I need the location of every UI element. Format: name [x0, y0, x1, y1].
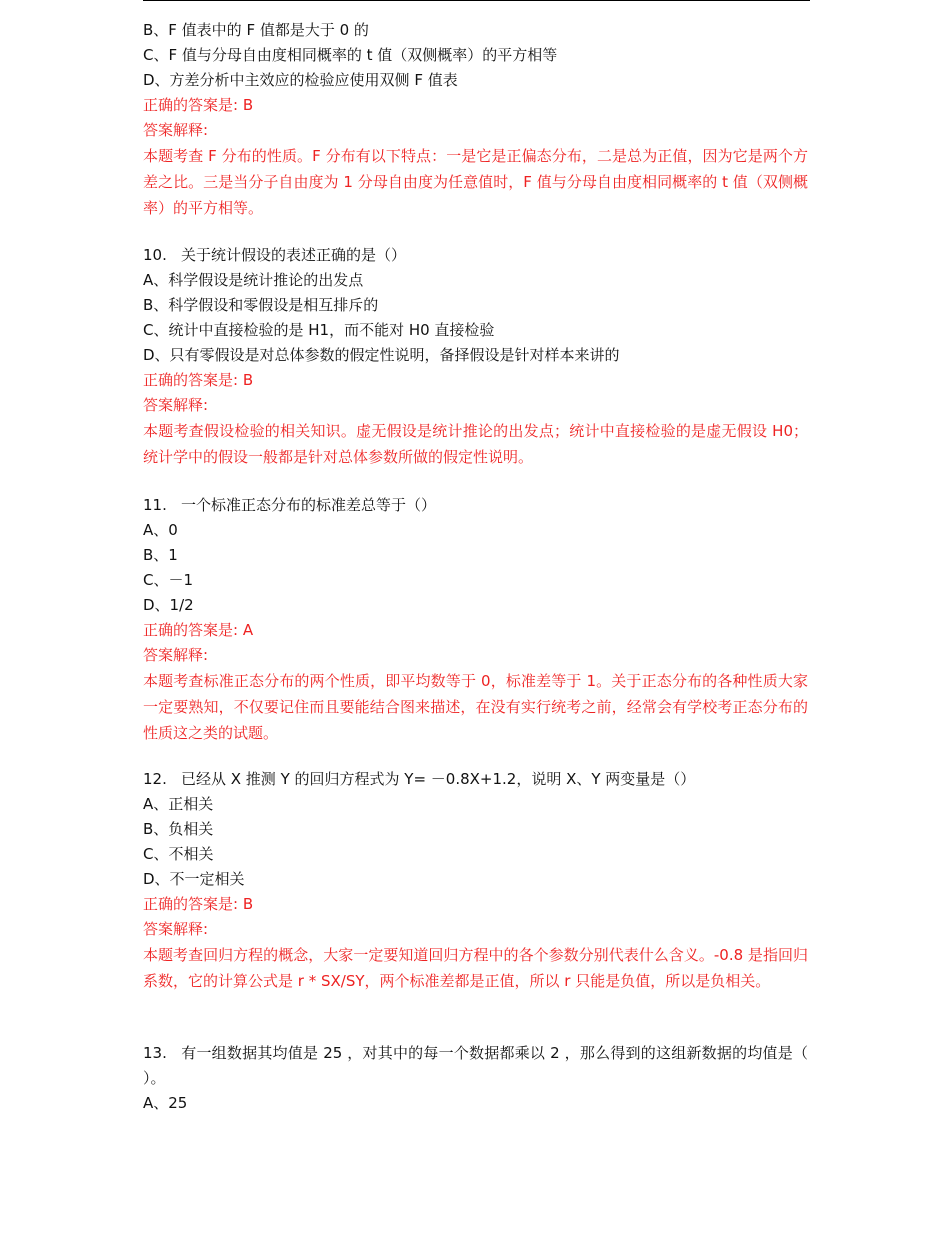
q9-explanation: 本题考查 F 分布的性质。F 分布有以下特点：一是它是正偏态分布，二是总为正值，因为它是两个方差之比。三是当分子自由度为 1 分母自由度为任意值时，F 值与分母自由度相同概率的 t 值（双侧概率）的平方相等。: [143, 147, 808, 217]
q11-option-b: B、1: [143, 546, 178, 564]
q11-answer: 正确的答案是: A: [143, 621, 254, 639]
question-13: [143, 1041, 808, 1116]
q11-option-c: C、－1: [143, 571, 194, 589]
q10-answer: 正确的答案是: B: [143, 371, 254, 389]
q9-option-d: D、方差分析中主效应的检验应使用双侧 F 值表: [143, 71, 458, 89]
q13-title-text: 有一组数据其均值是 25 ，对其中的每一个数据都乘以 2 ，那么得到的这组新数据的均值是（ ）。: [143, 1044, 808, 1087]
q10-option-d: D、只有零假设是对总体参数的假定性说明，备择假设是针对样本来讲的: [143, 346, 620, 364]
q12-option-d: D、不一定相关: [143, 870, 245, 888]
q11-title: [143, 493, 808, 518]
q12-option-b: B、负相关: [143, 820, 214, 838]
q10-option-a: A、科学假设是统计推论的出发点: [143, 271, 364, 289]
q12-explanation: 本题考查回归方程的概念，大家一定要知道回归方程中的各个参数分别代表什么含义。-0.8 是指回归系数，它的计算公式是 r * SX/SY，两个标准差都是正值，所以 r 只能是负值，所以是负相关。: [143, 946, 808, 990]
q11-title-text: 一个标准正态分布的标准差总等于（）: [181, 496, 437, 514]
q12-explain-label: 答案解释:: [143, 920, 209, 938]
q10-title: [143, 243, 808, 268]
q11-explanation: 本题考查标准正态分布的两个性质，即平均数等于 0，标准差等于 1。关于正态分布的各种性质大家一定要熟知，不仅要记住而且要能结合图来描述，在没有实行统考之前，经常会有学校考正态分布的性质这之类的试题。: [143, 672, 808, 742]
q9-explain-label: 答案解释:: [143, 121, 209, 139]
question-10: [143, 243, 808, 470]
question-11: [143, 493, 808, 746]
q12-answer: 正确的答案是: B: [143, 895, 254, 913]
q12-title-text: 已经从 X 推测 Y 的回归方程式为 Y= －0.8X+1.2，说明 X、Y 两变量是（）: [181, 770, 696, 788]
q10-title-text: 关于统计假设的表述正确的是（）: [181, 246, 407, 264]
q13-number: 13.: [143, 1044, 167, 1062]
q9-option-b: B、F 值表中的 F 值都是大于 0 的: [143, 21, 369, 39]
q10-option-c: C、统计中直接检验的是 H1，而不能对 H0 直接检验: [143, 321, 495, 339]
q10-explanation: 本题考查假设检验的相关知识。虚无假设是统计推论的出发点；统计中直接检验的是虚无假设 H0；统计学中的假设一般都是针对总体参数所做的假定性说明。: [143, 422, 808, 466]
q9-option-c: C、F 值与分母自由度相同概率的 t 值（双侧概率）的平方相等: [143, 46, 558, 64]
q12-title: [143, 767, 808, 792]
q12-number: 12.: [143, 770, 167, 788]
q10-option-b: B、科学假设和零假设是相互排斥的: [143, 296, 379, 314]
q10-number: 10.: [143, 246, 167, 264]
q11-number: 11.: [143, 496, 167, 514]
q10-explain-label: 答案解释:: [143, 396, 209, 414]
q9-answer: 正确的答案是: B: [143, 96, 254, 114]
q11-option-a: A、0: [143, 521, 178, 539]
question-12: [143, 767, 808, 994]
q13-title: [143, 1041, 808, 1091]
q11-option-d: D、1/2: [143, 596, 194, 614]
q12-option-a: A、正相关: [143, 795, 214, 813]
q12-option-c: C、不相关: [143, 845, 214, 863]
q13-option-a: A、25: [143, 1094, 188, 1112]
question-9: [143, 18, 808, 221]
top-rule: [143, 0, 810, 1]
q11-explain-label: 答案解释:: [143, 646, 209, 664]
